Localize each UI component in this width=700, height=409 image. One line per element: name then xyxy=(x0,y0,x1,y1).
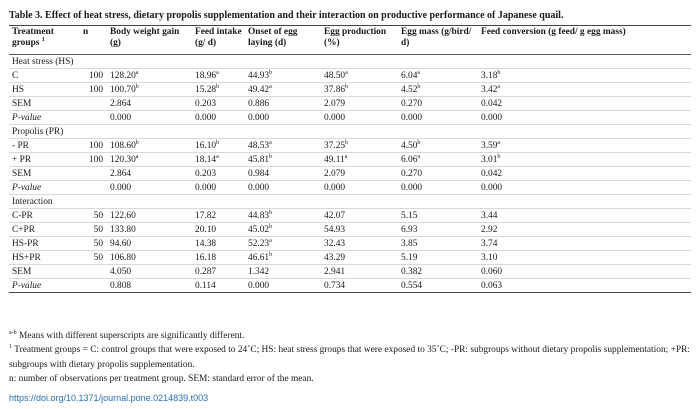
table-cell: 100 xyxy=(80,82,107,96)
table-cell: 100.70$^b$ xyxy=(107,82,192,96)
table-cell: 3.44 xyxy=(478,208,691,222)
table-cell: 0.000 xyxy=(478,180,691,194)
row-label: HS-PR xyxy=(9,236,80,250)
table-cell xyxy=(192,124,245,138)
table-cell: 0.063 xyxy=(478,278,691,292)
table-cell xyxy=(321,124,398,138)
table-cell xyxy=(80,194,107,208)
table-cell: 120.30$^a$ xyxy=(107,152,192,166)
header-feed-conversion: Feed conversion (g feed/ g egg mass) xyxy=(478,25,691,54)
table-cell: 32.43 xyxy=(321,236,398,250)
header-n: n xyxy=(80,25,107,54)
table-cell: 44.93$^b$ xyxy=(245,68,321,82)
table-cell: 0.042 xyxy=(478,96,691,110)
table-cell: 16.10$^b$ xyxy=(192,138,245,152)
table-cell: 3.10 xyxy=(478,250,691,264)
table-cell: 2.864 xyxy=(107,96,192,110)
table-cell xyxy=(192,194,245,208)
table-row xyxy=(9,278,691,292)
table-cell: 46.61$^b$ xyxy=(245,250,321,264)
table-cell: 94.60 xyxy=(107,236,192,250)
table-cell: 128.20$^a$ xyxy=(107,68,192,82)
table-cell xyxy=(321,194,398,208)
table-cell: 106.80 xyxy=(107,250,192,264)
table-cell: 50 xyxy=(80,208,107,222)
table-cell: 42.07 xyxy=(321,208,398,222)
table-cell: 37.25$^b$ xyxy=(321,138,398,152)
table-row xyxy=(9,264,691,278)
table-row xyxy=(9,96,691,110)
table-cell: 37.86$^b$ xyxy=(321,82,398,96)
table-cell: 45.81$^b$ xyxy=(245,152,321,166)
table-cell xyxy=(107,124,192,138)
table-cell: 108.60$^b$ xyxy=(107,138,192,152)
footnote-treatment-groups: $^1$ Treatment groups = C: control groups that were exposed to 24˚C; HS: heat stress groups that were exposed to 35˚C; -PR: subgroups without dietary propolis supplementation; +PR: subgroups with dietary propolis supplementation. xyxy=(9,344,690,370)
table-cell: 122.60 xyxy=(107,208,192,222)
table-cell xyxy=(192,54,245,68)
table-cell: 6.04$^a$ xyxy=(398,68,478,82)
table-cell xyxy=(80,124,107,138)
table-cell: 18.14$^a$ xyxy=(192,152,245,166)
results-table xyxy=(9,25,691,293)
table-cell: 1.342 xyxy=(245,264,321,278)
table-row xyxy=(9,208,691,222)
table-row xyxy=(9,222,691,236)
table-cell: 14.38 xyxy=(192,236,245,250)
row-label: - PR xyxy=(9,138,80,152)
table-cell: 0.000 xyxy=(398,180,478,194)
table-footnotes xyxy=(9,329,699,387)
table-cell: 0.000 xyxy=(245,278,321,292)
table-cell: 45.02$^b$ xyxy=(245,222,321,236)
table-cell: 5.19 xyxy=(398,250,478,264)
table-cell: 0.000 xyxy=(245,110,321,124)
table-cell xyxy=(321,54,398,68)
header-treatment-groups: Treatment groups $^1$ xyxy=(9,25,80,54)
table-cell: 44.83$^b$ xyxy=(245,208,321,222)
header-onset-egg-laying: Onset of egg laying (d) xyxy=(245,25,321,54)
table-cell: 15.28$^b$ xyxy=(192,82,245,96)
table-cell: 4.50$^b$ xyxy=(398,138,478,152)
row-label: SEM xyxy=(9,96,80,110)
table-cell: 0.000 xyxy=(245,180,321,194)
table-cell: 17.82 xyxy=(192,208,245,222)
table-cell: 0.886 xyxy=(245,96,321,110)
table-cell: 6.06$^a$ xyxy=(398,152,478,166)
table-cell: 133.80 xyxy=(107,222,192,236)
table-cell xyxy=(398,124,478,138)
table-cell: 49.42$^a$ xyxy=(245,82,321,96)
table-cell: 18.96$^a$ xyxy=(192,68,245,82)
table-cell: 20.10 xyxy=(192,222,245,236)
header-egg-mass: Egg mass (g/bird/ d) xyxy=(398,25,478,54)
table-cell xyxy=(80,54,107,68)
table-cell: 100 xyxy=(80,68,107,82)
table-cell xyxy=(245,194,321,208)
table-cell: 0.808 xyxy=(107,278,192,292)
table-header-row xyxy=(9,25,691,54)
table-cell: 2.941 xyxy=(321,264,398,278)
table-row xyxy=(9,166,691,180)
table-cell xyxy=(398,194,478,208)
table-cell: 0.984 xyxy=(245,166,321,180)
row-label: C+PR xyxy=(9,222,80,236)
table-title: Table 3. Effect of heat stress, dietary propolis supplementation and their interaction on productive performance of Japanese quail. xyxy=(9,10,564,21)
table-row xyxy=(9,138,691,152)
header-egg-production: Egg production (%) xyxy=(321,25,398,54)
row-label: C-PR xyxy=(9,208,80,222)
table-cell: 16.18 xyxy=(192,250,245,264)
table-cell: 50 xyxy=(80,236,107,250)
section-row xyxy=(9,194,691,208)
table-cell: 0.000 xyxy=(107,180,192,194)
row-label: P-value xyxy=(9,110,80,124)
table-cell xyxy=(80,264,107,278)
table-row xyxy=(9,250,691,264)
row-label: P-value xyxy=(9,278,80,292)
table-cell: 2.079 xyxy=(321,166,398,180)
table-cell: 6.93 xyxy=(398,222,478,236)
row-label: Heat stress (HS) xyxy=(9,54,80,68)
table-cell xyxy=(107,194,192,208)
table-cell: 0.000 xyxy=(478,110,691,124)
table-cell: 0.554 xyxy=(398,278,478,292)
header-feed-intake: Feed intake (g/ d) xyxy=(192,25,245,54)
footnote-superscripts: $^{a-b}$ Means with different superscripts are significantly different. xyxy=(9,330,245,341)
table-body xyxy=(9,54,691,292)
table-cell: 3.18$^b$ xyxy=(478,68,691,82)
table-cell: 0.270 xyxy=(398,96,478,110)
table-cell: 100 xyxy=(80,152,107,166)
table-row xyxy=(9,82,691,96)
table-cell: 0.000 xyxy=(321,180,398,194)
table-cell: 2.92 xyxy=(478,222,691,236)
row-label: SEM xyxy=(9,264,80,278)
table-cell xyxy=(478,54,691,68)
table-cell: 43.29 xyxy=(321,250,398,264)
table-cell: 50 xyxy=(80,222,107,236)
table-cell: 3.85 xyxy=(398,236,478,250)
table-cell: 0.060 xyxy=(478,264,691,278)
table-row xyxy=(9,180,691,194)
table-cell: 0.000 xyxy=(192,110,245,124)
table-cell: 54.93 xyxy=(321,222,398,236)
table-cell xyxy=(80,278,107,292)
footnote-abbreviations: n: number of observations per treatment group. SEM: standard error of the mean. xyxy=(9,374,314,385)
table-cell: 100 xyxy=(80,138,107,152)
table-cell: 0.203 xyxy=(192,96,245,110)
row-label: HS+PR xyxy=(9,250,80,264)
table-cell: 3.74 xyxy=(478,236,691,250)
table-cell: 3.01$^b$ xyxy=(478,152,691,166)
row-label: SEM xyxy=(9,166,80,180)
table-cell: 0.000 xyxy=(192,180,245,194)
table-cell: 0.042 xyxy=(478,166,691,180)
table-cell: 0.734 xyxy=(321,278,398,292)
table-cell: 2.864 xyxy=(107,166,192,180)
row-label: Interaction xyxy=(9,194,80,208)
table-row xyxy=(9,110,691,124)
table-cell: 50 xyxy=(80,250,107,264)
table-cell: 0.000 xyxy=(107,110,192,124)
table-cell: 5.15 xyxy=(398,208,478,222)
row-label: P-value xyxy=(9,180,80,194)
table-cell: 0.270 xyxy=(398,166,478,180)
table-cell: 2.079 xyxy=(321,96,398,110)
table-row xyxy=(9,152,691,166)
table-cell xyxy=(80,110,107,124)
table-cell: 48.53$^a$ xyxy=(245,138,321,152)
header-body-weight-gain: Body weight gain (g) xyxy=(107,25,192,54)
table-cell xyxy=(107,54,192,68)
table-cell xyxy=(80,166,107,180)
table-cell: 48.50$^a$ xyxy=(321,68,398,82)
table-cell: 0.203 xyxy=(192,166,245,180)
table-row xyxy=(9,68,691,82)
section-row xyxy=(9,124,691,138)
table-cell: 0.000 xyxy=(398,110,478,124)
table-cell: 4.52$^b$ xyxy=(398,82,478,96)
table-cell: 49.11$^a$ xyxy=(321,152,398,166)
table-cell: 0.287 xyxy=(192,264,245,278)
section-row xyxy=(9,54,691,68)
table-cell: 3.59$^a$ xyxy=(478,138,691,152)
row-label: Propolis (PR) xyxy=(9,124,80,138)
table-cell xyxy=(478,194,691,208)
table-cell: 0.114 xyxy=(192,278,245,292)
table-cell: 52.23$^a$ xyxy=(245,236,321,250)
table-cell xyxy=(245,124,321,138)
table-cell: 4.050 xyxy=(107,264,192,278)
table-row xyxy=(9,236,691,250)
row-label: C xyxy=(9,68,80,82)
table-cell xyxy=(398,54,478,68)
table-cell xyxy=(80,180,107,194)
doi-link[interactable]: https://doi.org/10.1371/journal.pone.0214839.t003 xyxy=(9,393,209,403)
table-cell xyxy=(245,54,321,68)
table-cell: 0.382 xyxy=(398,264,478,278)
table-cell xyxy=(80,96,107,110)
row-label: + PR xyxy=(9,152,80,166)
table-cell: 3.42$^a$ xyxy=(478,82,691,96)
table-cell: 0.000 xyxy=(321,110,398,124)
table-cell xyxy=(478,124,691,138)
row-label: HS xyxy=(9,82,80,96)
